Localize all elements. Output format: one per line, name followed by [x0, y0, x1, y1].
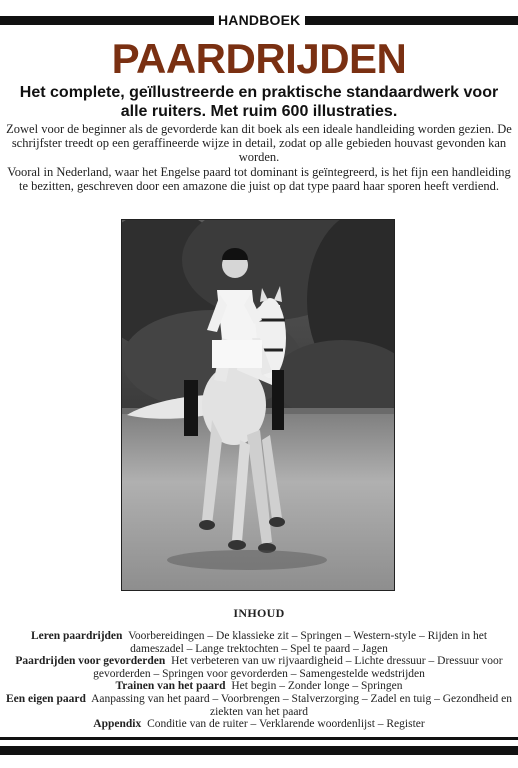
series-label: HANDBOEK	[214, 12, 305, 29]
intro-paragraph-1: Zowel voor de beginner als de gevorderde kan dit boek als een ideale handleiding worden gezien. De schrijfster treedt op een geraffineerde wijze in detail, zodat op alle gebieden houvast gevonden kan worden.	[6, 122, 512, 165]
bottom-rule	[0, 737, 518, 740]
toc-section-items: Aanpassing van het paard – Voorbrengen – Stalverzorging – Zadel en tuig – Gezondheid en ziekten van het paard	[91, 692, 513, 718]
intro-text	[4, 122, 514, 193]
book-title: PAARDRIJDEN	[111, 35, 407, 82]
toc-section-items: Het begin – Zonder longe – Springen	[231, 680, 403, 693]
horse-rider-photo	[121, 219, 395, 591]
toc-row	[0, 718, 518, 731]
bottom-rule	[0, 746, 518, 755]
toc-section-title: Paardrijden voor gevorderden	[15, 655, 166, 668]
toc-section-title: Een eigen paard	[5, 692, 86, 705]
toc-section-items: Het verbeteren van uw rijvaardigheid – Lichte dressuur – Dressuur voor gevorderden – Springen voor gevorderden – Samengestelde wedstrijden	[93, 655, 503, 680]
toc-row	[0, 630, 518, 655]
toc-row	[0, 693, 518, 718]
book-subtitle: Het complete, geïllustreerde en praktische standaardwerk voor alle ruiters. Met ruim 600 illustraties.	[19, 84, 499, 120]
toc-section-items: Conditie van de ruiter – Verklarende woordenlijst – Register	[147, 718, 425, 731]
toc-section-title: Appendix	[93, 718, 142, 731]
toc-row	[0, 655, 518, 680]
toc-row	[0, 680, 518, 693]
toc-section-title: Leren paardrijden	[30, 630, 123, 642]
contents-heading: INHOUD	[233, 606, 285, 620]
toc-section-items: Voorbereidingen – De klassieke zit – Springen – Western-style – Rijden in het dameszadel – Lange trektochten – Spel te paard – Jagen	[128, 630, 488, 655]
table-of-contents	[0, 606, 518, 731]
intro-paragraph-2: Vooral in Nederland, waar het Engelse paard tot dominant is geïntegreerd, is het fijn een handleiding te bezitten, geschreven door een amazone die juist op dat type paard haar sporen heeft verdiend.	[7, 164, 511, 193]
toc-section-title: Trainen van het paard	[115, 680, 226, 693]
